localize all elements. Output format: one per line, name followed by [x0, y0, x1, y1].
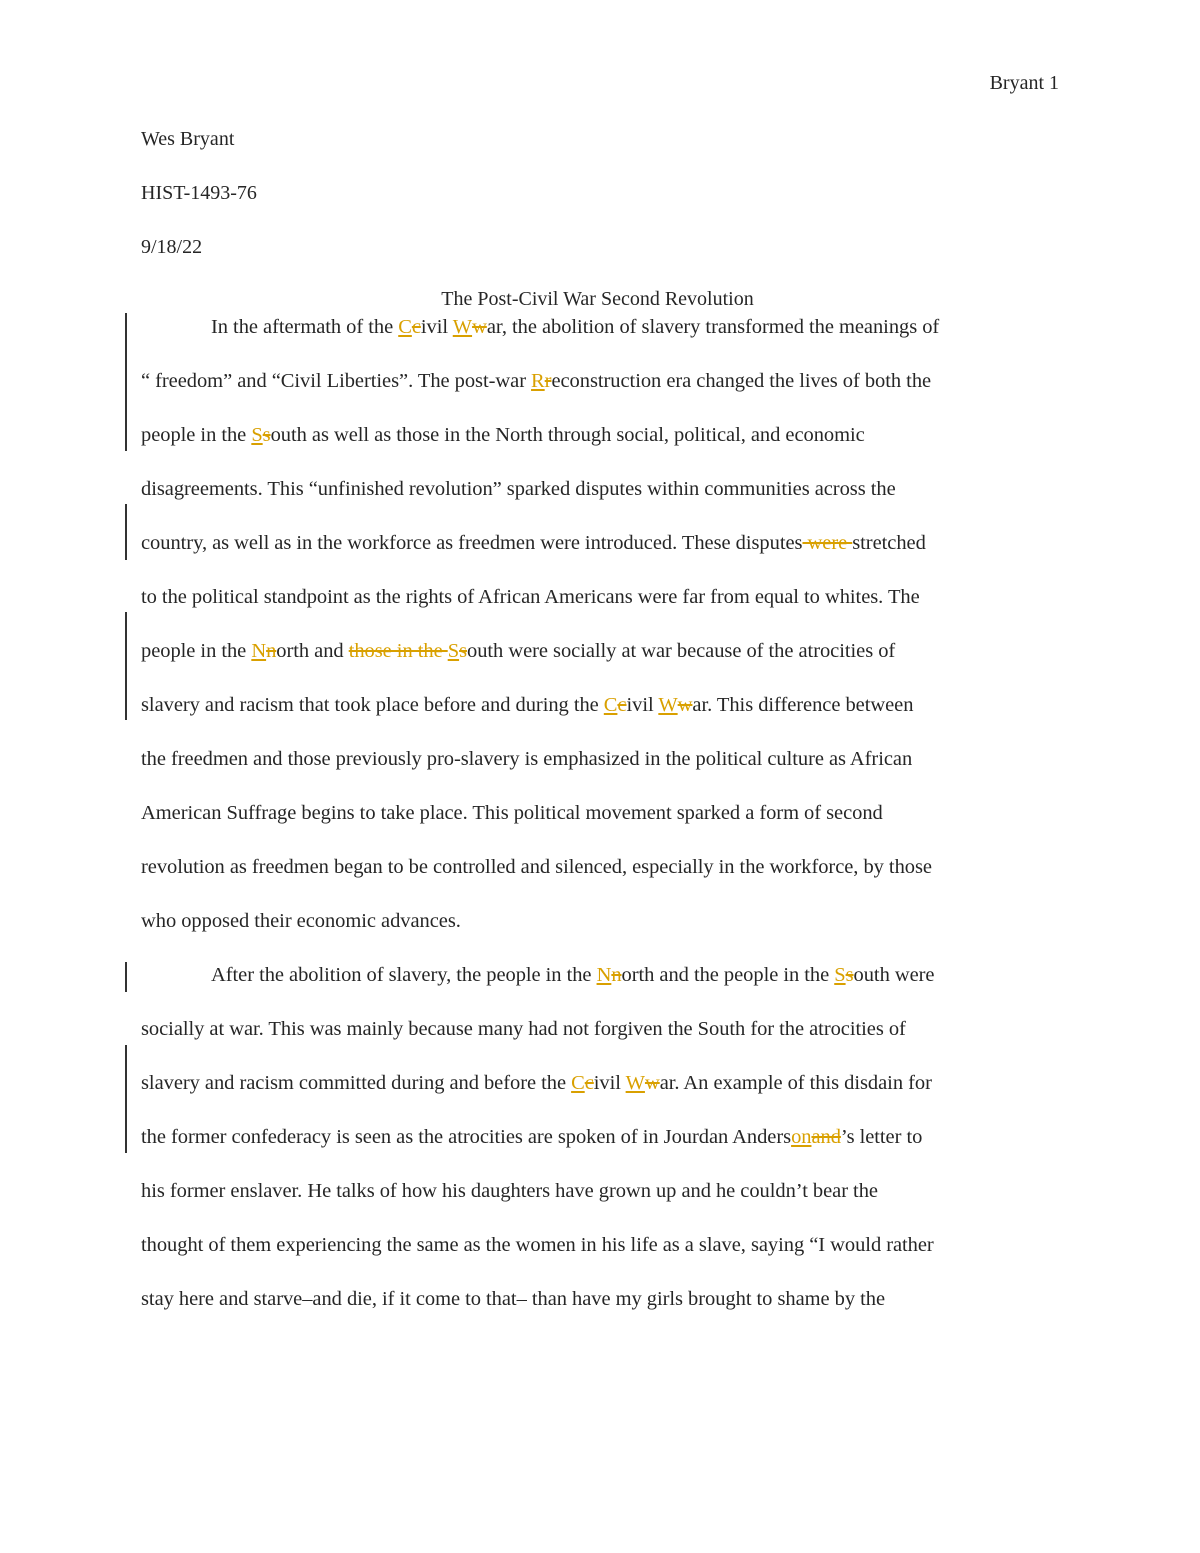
change-bar — [125, 962, 127, 992]
body-line: stay here and starve–and die, if it come to that– than have my girls brought to shame by the — [141, 1288, 886, 1310]
body-line: the freedmen and those previously pro-slavery is emphasized in the political culture as African — [141, 748, 913, 770]
tracked-insertion: N — [596, 964, 612, 986]
tracked-insertion: S — [834, 964, 846, 986]
tracked-deletion: c — [617, 694, 627, 716]
body-line: people in the Ssouth as well as those in the North through social, political, and economic — [141, 424, 865, 446]
tracked-deletion: s — [845, 964, 854, 986]
body-line: thought of them experiencing the same as the women in his life as a slave, saying “I would rather — [141, 1234, 934, 1256]
body-line: “ freedom” and “Civil Liberties”. The post-war Rreconstruction era changed the lives of both the — [141, 370, 932, 392]
body-line: disagreements. This “unfinished revolution” sparked disputes within communities across the — [141, 478, 896, 500]
tracked-insertion: S — [447, 640, 460, 662]
tracked-insertion: C — [571, 1072, 585, 1094]
body-line: revolution as freedmen began to be controlled and silenced, especially in the workforce, by those — [141, 856, 932, 878]
tracked-insertion: S — [251, 424, 263, 446]
tracked-deletion: n — [611, 964, 622, 986]
body-line: who opposed their economic advances. — [141, 910, 461, 932]
body-line: After the abolition of slavery, the people in the Nnorth and the people in the Ssouth were — [211, 964, 935, 986]
tracked-insertion: on — [791, 1126, 812, 1148]
tracked-deletion: w — [644, 1072, 660, 1094]
tracked-deletion: c — [584, 1072, 594, 1094]
tracked-deletion: w — [677, 694, 693, 716]
tracked-insertion: C — [398, 316, 412, 338]
body-line: American Suffrage begins to take place. This political movement sparked a form of second — [141, 802, 883, 824]
tracked-deletion: w — [472, 316, 487, 338]
tracked-insertion: W — [452, 316, 473, 338]
page-header: Bryant 1 — [989, 72, 1059, 94]
tracked-insertion: N — [251, 640, 267, 662]
tracked-insertion: W — [625, 1072, 645, 1094]
tracked-deletion: r — [544, 370, 552, 392]
body-line: slavery and racism committed during and before the Ccivil Wwar. An example of this disdain for — [141, 1072, 932, 1094]
body-line: his former enslaver. He talks of how his daughters have grown up and he couldn’t bear the — [141, 1180, 878, 1202]
change-bar — [125, 313, 127, 451]
document-title: The Post-Civil War Second Revolution — [441, 288, 754, 310]
body-line: to the political standpoint as the rights of African Americans were far from equal to whites. The — [141, 586, 920, 608]
body-line: In the aftermath of the Ccivil Wwar, the abolition of slavery transformed the meanings of — [211, 316, 940, 338]
tracked-deletion: n — [266, 640, 277, 662]
tracked-insertion: R — [531, 370, 545, 392]
body-line: people in the Nnorth and those in the Ssouth were socially at war because of the atrocities of — [141, 640, 896, 662]
body-line: socially at war. This was mainly because many had not forgiven the South for the atrocities of — [141, 1018, 906, 1040]
author-name: Wes Bryant — [141, 128, 235, 150]
tracked-deletion: were — [802, 532, 853, 554]
course-code: HIST-1493-76 — [141, 182, 257, 204]
change-bar — [125, 1045, 127, 1153]
tracked-insertion: W — [658, 694, 678, 716]
change-bar — [125, 504, 127, 560]
body-line: slavery and racism that took place before and during the Ccivil Wwar. This difference between — [141, 694, 914, 716]
tracked-deletion: and — [811, 1126, 841, 1148]
tracked-deletion: those in the — [348, 640, 448, 662]
tracked-insertion: C — [603, 694, 618, 716]
change-bar — [125, 612, 127, 720]
tracked-deletion: s — [262, 424, 271, 446]
body-line: the former confederacy is seen as the atrocities are spoken of in Jourdan Andersonand’s letter to — [141, 1126, 923, 1148]
date-line: 9/18/22 — [141, 236, 203, 258]
body-line: country, as well as in the workforce as freedmen were introduced. These disputes were stretched — [141, 532, 926, 554]
tracked-deletion: s — [459, 640, 467, 662]
tracked-deletion: c — [411, 316, 421, 338]
